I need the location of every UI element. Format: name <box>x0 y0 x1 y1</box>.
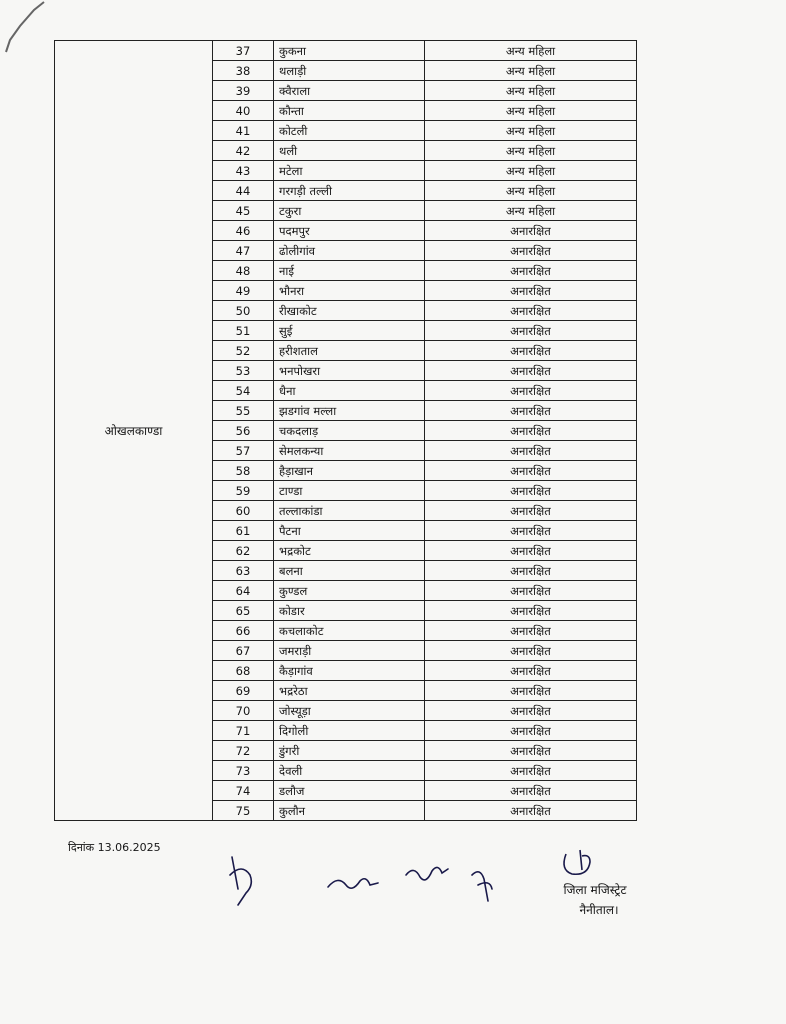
village-name-cell: भद्रकोट <box>274 541 425 561</box>
reservation-category-cell: अन्य महिला <box>425 101 637 121</box>
serial-number-cell: 69 <box>213 681 274 701</box>
village-name-cell: जोस्यूड़ा <box>274 701 425 721</box>
reservation-category-cell: अनारक्षित <box>425 641 637 661</box>
serial-number-cell: 68 <box>213 661 274 681</box>
reservation-category-cell: अन्य महिला <box>425 61 637 81</box>
reservation-category-cell: अनारक्षित <box>425 341 637 361</box>
village-name-cell: नाई <box>274 261 425 281</box>
serial-number-cell: 73 <box>213 761 274 781</box>
reservation-category-cell: अन्य महिला <box>425 121 637 141</box>
village-name-cell: तल्लाकांडा <box>274 501 425 521</box>
village-name-cell: कुलौन <box>274 801 425 821</box>
serial-number-cell: 65 <box>213 601 274 621</box>
serial-number-cell: 61 <box>213 521 274 541</box>
village-name-cell: धैना <box>274 381 425 401</box>
serial-number-cell: 37 <box>213 41 274 61</box>
village-name-cell: हैड़ाखान <box>274 461 425 481</box>
village-name-cell: थली <box>274 141 425 161</box>
serial-number-cell: 49 <box>213 281 274 301</box>
serial-number-cell: 51 <box>213 321 274 341</box>
village-name-cell: ढोलीगांव <box>274 241 425 261</box>
serial-number-cell: 66 <box>213 621 274 641</box>
officer-title: जिला मजिस्ट्रेट <box>563 883 627 897</box>
reservation-category-cell: अन्य महिला <box>425 81 637 101</box>
serial-number-cell: 46 <box>213 221 274 241</box>
village-name-cell: सेमलकन्या <box>274 441 425 461</box>
reservation-category-cell: अन्य महिला <box>425 161 637 181</box>
village-name-cell: थलाड़ी <box>274 61 425 81</box>
serial-number-cell: 60 <box>213 501 274 521</box>
reservation-category-cell: अनारक्षित <box>425 381 637 401</box>
serial-number-cell: 52 <box>213 341 274 361</box>
serial-number-cell: 57 <box>213 441 274 461</box>
serial-number-cell: 47 <box>213 241 274 261</box>
village-name-cell: चकदलाड़ <box>274 421 425 441</box>
reservation-category-cell: अनारक्षित <box>425 481 637 501</box>
officer-place: नैनीताल। <box>579 903 619 917</box>
reservation-category-cell: अनारक्षित <box>425 421 637 441</box>
reservation-category-cell: अनारक्षित <box>425 541 637 561</box>
date-value: 13.06.2025 <box>97 841 161 854</box>
serial-number-cell: 71 <box>213 721 274 741</box>
village-name-cell: पैटना <box>274 521 425 541</box>
serial-number-cell: 55 <box>213 401 274 421</box>
reservation-table <box>54 40 637 821</box>
reservation-category-cell: अनारक्षित <box>425 441 637 461</box>
serial-number-cell: 54 <box>213 381 274 401</box>
reservation-category-cell: अनारक्षित <box>425 281 637 301</box>
reservation-category-cell: अनारक्षित <box>425 601 637 621</box>
serial-number-cell: 70 <box>213 701 274 721</box>
village-name-cell: दिगोली <box>274 721 425 741</box>
serial-number-cell: 56 <box>213 421 274 441</box>
serial-number-cell: 53 <box>213 361 274 381</box>
reservation-category-cell: अन्य महिला <box>425 41 637 61</box>
village-name-cell: कोडार <box>274 601 425 621</box>
reservation-category-cell: अनारक्षित <box>425 321 637 341</box>
village-name-cell: कचलाकोट <box>274 621 425 641</box>
village-name-cell: जमराड़ी <box>274 641 425 661</box>
table-body <box>55 41 637 821</box>
village-name-cell: कौन्ता <box>274 101 425 121</box>
initial-signature-icon <box>554 848 614 880</box>
village-name-cell: देवली <box>274 761 425 781</box>
serial-number-cell: 43 <box>213 161 274 181</box>
reservation-category-cell: अनारक्षित <box>425 261 637 281</box>
village-name-cell: भद्ररेठा <box>274 681 425 701</box>
reservation-category-cell: अन्य महिला <box>425 181 637 201</box>
village-name-cell: हरीशताल <box>274 341 425 361</box>
village-name-cell: झडगांव मल्ला <box>274 401 425 421</box>
serial-number-cell: 42 <box>213 141 274 161</box>
reservation-category-cell: अनारक्षित <box>425 301 637 321</box>
reservation-category-cell: अनारक्षित <box>425 521 637 541</box>
reservation-category-cell: अनारक्षित <box>425 761 637 781</box>
reservation-category-cell: अनारक्षित <box>425 781 637 801</box>
village-name-cell: टाण्डा <box>274 481 425 501</box>
member-signatures <box>220 845 540 915</box>
village-name-cell: डुंगरी <box>274 741 425 761</box>
village-name-cell: मटेला <box>274 161 425 181</box>
serial-number-cell: 63 <box>213 561 274 581</box>
village-name-cell: क्वैराला <box>274 81 425 101</box>
page-corner-mark-icon <box>4 0 46 58</box>
reservation-category-cell: अनारक्षित <box>425 621 637 641</box>
reservation-category-cell: अन्य महिला <box>425 141 637 161</box>
date-label: दिनांक <box>68 841 95 854</box>
reservation-category-cell: अनारक्षित <box>425 681 637 701</box>
reservation-category-cell: अनारक्षित <box>425 801 637 821</box>
reservation-category-cell: अनारक्षित <box>425 361 637 381</box>
reservation-category-cell: अनारक्षित <box>425 701 637 721</box>
village-name-cell: कुण्डल <box>274 581 425 601</box>
serial-number-cell: 59 <box>213 481 274 501</box>
serial-number-cell: 44 <box>213 181 274 201</box>
serial-number-cell: 48 <box>213 261 274 281</box>
serial-number-cell: 40 <box>213 101 274 121</box>
signature-icon <box>230 857 492 905</box>
reservation-category-cell: अनारक्षित <box>425 241 637 261</box>
serial-number-cell: 41 <box>213 121 274 141</box>
date-line <box>68 840 161 855</box>
reservation-category-cell: अनारक्षित <box>425 501 637 521</box>
reservation-category-cell: अनारक्षित <box>425 401 637 421</box>
serial-number-cell: 75 <box>213 801 274 821</box>
reservation-category-cell: अनारक्षित <box>425 221 637 241</box>
serial-number-cell: 50 <box>213 301 274 321</box>
village-name-cell: सुई <box>274 321 425 341</box>
table-row <box>55 41 637 61</box>
serial-number-cell: 67 <box>213 641 274 661</box>
serial-number-cell: 58 <box>213 461 274 481</box>
village-name-cell: गरगड़ी तल्ली <box>274 181 425 201</box>
officer-block <box>540 848 660 917</box>
block-name-cell: ओखलकाण्डा <box>55 41 213 821</box>
reservation-category-cell: अनारक्षित <box>425 721 637 741</box>
reservation-category-cell: अनारक्षित <box>425 461 637 481</box>
village-name-cell: टकुरा <box>274 201 425 221</box>
serial-number-cell: 72 <box>213 741 274 761</box>
serial-number-cell: 45 <box>213 201 274 221</box>
serial-number-cell: 38 <box>213 61 274 81</box>
reservation-category-cell: अनारक्षित <box>425 741 637 761</box>
reservation-category-cell: अनारक्षित <box>425 561 637 581</box>
village-name-cell: कोटली <box>274 121 425 141</box>
serial-number-cell: 64 <box>213 581 274 601</box>
village-name-cell: भनपोखरा <box>274 361 425 381</box>
village-name-cell: भौनरा <box>274 281 425 301</box>
serial-number-cell: 74 <box>213 781 274 801</box>
village-name-cell: कैड़ागांव <box>274 661 425 681</box>
reservation-category-cell: अन्य महिला <box>425 201 637 221</box>
village-name-cell: रीखाकोट <box>274 301 425 321</box>
reservation-category-cell: अनारक्षित <box>425 661 637 681</box>
serial-number-cell: 39 <box>213 81 274 101</box>
village-name-cell: डलौज <box>274 781 425 801</box>
reservation-category-cell: अनारक्षित <box>425 581 637 601</box>
village-name-cell: पदमपुर <box>274 221 425 241</box>
village-name-cell: कुकना <box>274 41 425 61</box>
serial-number-cell: 62 <box>213 541 274 561</box>
village-name-cell: बलना <box>274 561 425 581</box>
